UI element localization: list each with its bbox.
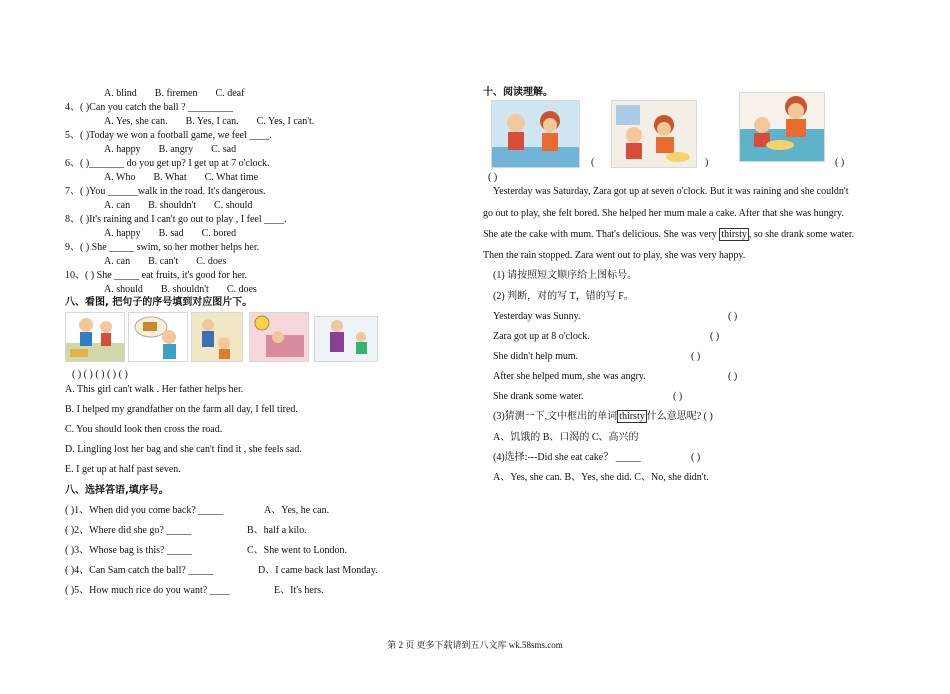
picture-cant-walk-art <box>315 317 377 361</box>
reading-picture-play-art <box>492 101 579 167</box>
reading-picture-3-paren: ( ) <box>835 157 845 168</box>
tf-statement-3: She didn't help mum. <box>493 351 579 362</box>
question-2: (2) 判断，对的写 T，错的写 F。 <box>493 291 634 302</box>
mc-question-10: 10、( ) She _____ eat fruits, it's good for her. <box>65 270 248 281</box>
question-1: (1) 请按照短文顺序给上图标号。 <box>493 270 638 281</box>
picture-cant-walk <box>314 316 378 362</box>
tf-statement-5: She drank some water. <box>493 391 584 402</box>
section8-sentence-e: E. I get up at half past seven. <box>65 464 181 475</box>
section8-title: 八、看图, 把句子的序号填到对应图片下。 <box>65 297 253 308</box>
mc-options-10: A. should B. shouldn't C. does <box>104 284 257 295</box>
matching-question-3: ( )3、Whose bag is this? _____ <box>65 545 192 556</box>
matching-question-1: ( )1、When did you come back? _____ <box>65 505 224 516</box>
tf-statement-4: After she helped mum, she was angry. <box>493 371 646 382</box>
passage-line-3: She ate the cake with mum. That's delicious. She was very thirsty , so she drank some water. <box>483 229 855 240</box>
matching-answer-a: A、Yes, he can. <box>264 505 330 516</box>
picture-lost-bag-art <box>129 313 187 361</box>
reading-picture-eat <box>739 92 825 162</box>
matching-question-2: ( )2、Where did she go? _____ <box>65 525 192 536</box>
page-footer: 第 2 页 更多下载请到五八文库 wk.58sms.com <box>387 640 563 650</box>
mc-options-6: A. Who B. What C. What time <box>104 172 259 183</box>
picture-farm <box>191 312 243 362</box>
boxed-word-thirsty-question: thirsty <box>619 411 645 422</box>
tf-statement-2: Zara got up at 8 o'clock. <box>493 331 590 342</box>
section8-sentence-b: B. I helped my grandfather on the farm all day, I fell tired. <box>65 404 298 415</box>
question-4-options: A、Yes, she can. B、Yes, she did. C、No, she didn't. <box>493 472 709 483</box>
reading-picture-eat-art <box>740 93 824 161</box>
question-3-options: A、饥饿的 B、口渴的 C、高兴的 <box>493 432 639 443</box>
matching-answer-d: D、I came back last Monday. <box>258 565 378 576</box>
tf-paren-3: ( ) <box>691 351 701 362</box>
mc-question-6: 6、( )_______ do you get up? I get up at 7 o'clock. <box>65 158 270 169</box>
section8-sentence-c: C. You should look then cross the road. <box>65 424 223 435</box>
mc-options-5: A. happy B. angry C. sad <box>104 144 237 155</box>
mc-question-4: 4、( )Can you catch the ball ? _________ <box>65 102 234 113</box>
mc-question-5: 5、( )Today we won a football game, we feel ____. <box>65 130 272 141</box>
picture-lost-bag <box>128 312 188 362</box>
matching-answer-b: B、half a kilo. <box>247 525 307 536</box>
matching-answer-e: E、It's hers. <box>274 585 324 596</box>
section8b-title: 八、选择答语,填序号。 <box>65 485 169 496</box>
mc-question-8: 8、( )It's raining and I can't go out to play , I feel ____. <box>65 214 287 225</box>
mc-options-8: A. happy B. sad C. bored <box>104 228 237 239</box>
passage-line-4: Then the rain stopped. Zara went out to play, she was very happy. <box>483 250 746 261</box>
tf-paren-2: ( ) <box>710 331 720 342</box>
reading-picture-play <box>491 100 580 168</box>
matching-answer-c: C、She went to London. <box>247 545 347 556</box>
matching-question-5: ( )5、How much rice do you want? ____ <box>65 585 230 596</box>
section8-answer-parens: ( ) ( ) ( ) ( ) ( ) <box>72 369 128 380</box>
mc-options-3: A. blind B. firemen C. deaf <box>104 88 245 99</box>
picture-get-up <box>249 312 309 362</box>
picture-cross-road-art <box>66 313 124 361</box>
mc-options-9: A. can B. can't C. does <box>104 256 227 267</box>
mc-options-7: A. can B. shouldn't C. should <box>104 200 253 211</box>
tf-paren-5: ( ) <box>673 391 683 402</box>
picture-cross-road <box>65 312 125 362</box>
tf-paren-1: ( ) <box>728 311 738 322</box>
tf-statement-1: Yesterday was Sunny. <box>493 311 581 322</box>
reading-picture-1-paren-open: ( <box>591 157 595 168</box>
question-4: (4)选择:---Did she eat cake？ _____ <box>493 452 641 463</box>
reading-picture-1-paren-close: ) <box>705 157 709 168</box>
matching-question-4: ( )4、Can Sam catch the ball? _____ <box>65 565 214 576</box>
section10-title: 十、阅读理解。 <box>483 87 553 98</box>
picture-get-up-art <box>250 313 308 361</box>
picture-farm-art <box>192 313 242 361</box>
reading-picture-4-paren: ( ) <box>488 172 498 183</box>
section8-sentence-d: D. Lingling lost her bag and she can't find it , she feels sad. <box>65 444 302 455</box>
section8-sentence-a: A. This girl can't walk . Her father helps her. <box>65 384 244 395</box>
passage-line-2: go out to play, she felt bored. She helped her mum male a cake. After that she was hungry. <box>483 208 844 219</box>
question-3: (3)猜测一下,文中框出的单词 thirsty 什么意思呢? ( ) <box>493 411 713 422</box>
mc-question-7: 7、( )You ______walk in the road. It's dangerous. <box>65 186 266 197</box>
mc-question-9: 9、( ) She _____ swim, so her mother helps her. <box>65 242 260 253</box>
passage-line-1: Yesterday was Saturday, Zara got up at seven o'clock. But it was raining and she couldn't <box>493 186 849 197</box>
question-4-paren: ( ) <box>691 452 701 463</box>
reading-picture-cake <box>611 100 697 168</box>
reading-picture-cake-art <box>612 101 696 167</box>
boxed-word-thirsty: thirsty <box>721 229 747 240</box>
tf-paren-4: ( ) <box>728 371 738 382</box>
mc-options-4: A. Yes, she can. B. Yes, I can. C. Yes, I can't. <box>104 116 315 127</box>
